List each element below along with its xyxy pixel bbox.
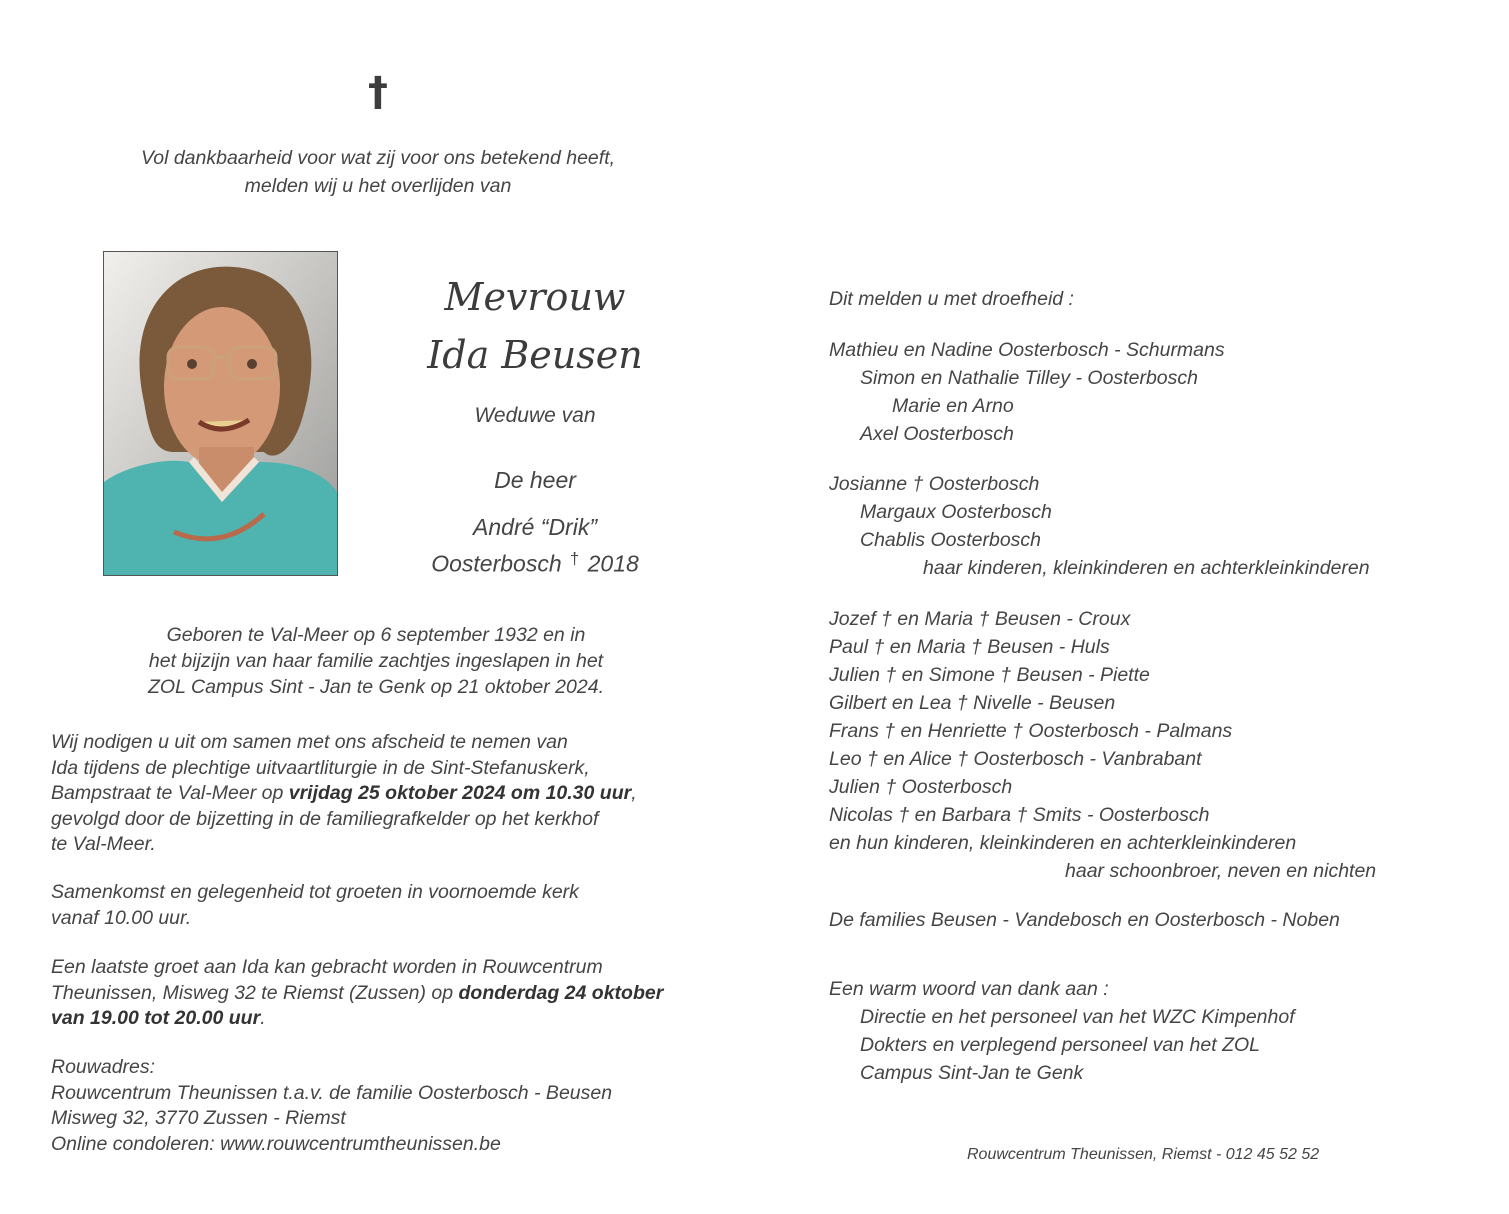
intro-text	[100, 144, 656, 200]
mourner-line: Chablis Oosterbosch	[860, 529, 1042, 551]
thanks-item: Campus Sint-Jan te Genk	[860, 1062, 1084, 1084]
greeting-time: van 19.00 tot 20.00 uur	[51, 1007, 261, 1029]
gathering-text	[51, 880, 711, 931]
mourner-line: en hun kinderen, kleinkinderen en achterkleinkinderen	[829, 832, 1297, 854]
text-line: Ida tijdens de plechtige uitvaartliturgie in de Sint-Stefanuskerk,	[51, 756, 590, 779]
spouse-first-name: André “Drik”	[473, 514, 597, 540]
funeral-home-footer: Rouwcentrum Theunissen, Riemst - 012 45 52 52	[967, 1146, 1320, 1163]
face	[164, 307, 280, 467]
text-line: Samenkomst en gelegenheid tot groeten in voornoemde kerk	[51, 881, 579, 903]
mourner-line: Simon en Nathalie Tilley - Oosterbosch	[860, 367, 1198, 389]
text-line	[51, 1006, 711, 1032]
mourner-line: Marie en Arno	[892, 395, 1014, 417]
text-line: Rouwcentrum Theunissen t.a.v. de familie Oosterbosch - Beusen	[51, 1081, 613, 1104]
mourning-address	[51, 1055, 711, 1157]
deceased-name-block	[395, 268, 675, 579]
text-line: Geboren te Val-Meer op 6 september 1932 en in	[166, 624, 586, 646]
cross-icon: †	[570, 549, 580, 568]
text-span: ,	[631, 782, 637, 804]
mourner-line: Gilbert en Lea † Nivelle - Beusen	[829, 692, 1116, 714]
birth-death-text	[100, 622, 652, 700]
text-span: Theunissen, Misweg 32 te Riemst (Zussen) op	[51, 981, 459, 1004]
text-line	[51, 781, 711, 807]
portrait-illustration	[104, 252, 337, 575]
mourners-group-3	[829, 605, 1469, 885]
text-line: ZOL Campus Sint - Jan te Genk op 21 oktober 2024.	[148, 676, 604, 698]
mourner-line: haar kinderen, kleinkinderen en achterkleinkinderen	[923, 557, 1370, 579]
greeting-date: donderdag 24 oktober	[458, 981, 664, 1004]
text-line: gevolgd door de bijzetting in de familiegrafkelder op het kerkhof	[51, 807, 599, 830]
mourners-heading: Dit melden u met droefheid :	[829, 288, 1074, 310]
address-label: Rouwadres:	[51, 1056, 156, 1078]
spouse-last-name: Oosterbosch	[431, 550, 562, 577]
text-span: Bampstraat te Val-Meer op	[51, 782, 289, 804]
spouse-name	[395, 512, 675, 579]
mourner-line: Frans † en Henriette † Oosterbosch - Palmans	[829, 720, 1233, 742]
thanks-heading: Een warm woord van dank aan :	[829, 978, 1109, 1000]
relation-label: Weduwe van	[474, 404, 596, 427]
mourner-line: Julien † en Simone † Beusen - Piette	[829, 664, 1150, 686]
mourner-line: Paul † en Maria † Beusen - Huls	[829, 636, 1110, 658]
mourner-line: Margaux Oosterbosch	[860, 501, 1052, 523]
mourner-line: Josianne † Oosterbosch	[829, 473, 1040, 495]
mourner-line: Julien † Oosterbosch	[829, 776, 1013, 798]
text-line: het bijzijn van haar familie zachtjes ingeslapen in het	[148, 650, 604, 672]
mourner-line: Nicolas † en Barbara † Smits - Oosterbosch	[829, 804, 1210, 826]
spouse-last-line	[395, 543, 675, 579]
mourners-group-2	[829, 470, 1469, 582]
spouse-title: De heer	[494, 467, 576, 493]
funeral-datetime: vrijdag 25 oktober 2024 om 10.30 uur	[288, 782, 632, 804]
families-line: De families Beusen - Vandebosch en Oosterbosch - Noben	[829, 909, 1340, 931]
mourners-group-1	[829, 336, 1469, 448]
condolence-link[interactable]: Online condoleren: www.rouwcentrumtheunissen.be	[51, 1132, 501, 1155]
thanks-section	[829, 975, 1469, 1087]
mourner-line: Axel Oosterbosch	[860, 423, 1014, 445]
text-line: vanaf 10.00 uur.	[51, 906, 192, 929]
cross-icon: †	[368, 69, 388, 115]
mourner-line: Leo † en Alice † Oosterbosch - Vanbrabant	[829, 748, 1202, 770]
text-span: .	[260, 1007, 266, 1029]
thanks-item: Directie en het personeel van het WZC Kimpenhof	[860, 1006, 1295, 1028]
intro-line: melden wij u het overlijden van	[244, 175, 512, 197]
text-line: Een laatste groet aan Ida kan gebracht worden in Rouwcentrum	[51, 956, 603, 978]
mourner-line: Jozef † en Maria † Beusen - Croux	[829, 608, 1131, 630]
text-line: Wij nodigen u uit om samen met ons afscheid te nemen van	[51, 731, 568, 753]
mourner-line: haar schoonbroer, neven en nichten	[1065, 860, 1377, 882]
text-line: te Val-Meer.	[51, 833, 156, 855]
intro-line: Vol dankbaarheid voor wat zij voor ons betekend heeft,	[140, 147, 616, 169]
text-line	[51, 981, 711, 1007]
text-line: Misweg 32, 3770 Zussen - Riemst	[51, 1107, 346, 1129]
spouse-death-year: 2018	[587, 550, 639, 577]
mourner-line: Mathieu en Nadine Oosterbosch - Schurmans	[829, 339, 1225, 361]
deceased-title: Mevrouw	[444, 275, 626, 319]
last-greeting-text	[51, 955, 711, 1032]
portrait-photo	[103, 251, 338, 576]
funeral-invitation	[51, 730, 711, 858]
thanks-item: Dokters en verplegend personeel van het ZOL	[860, 1034, 1260, 1056]
deceased-name: Ida Beusen	[427, 333, 643, 377]
